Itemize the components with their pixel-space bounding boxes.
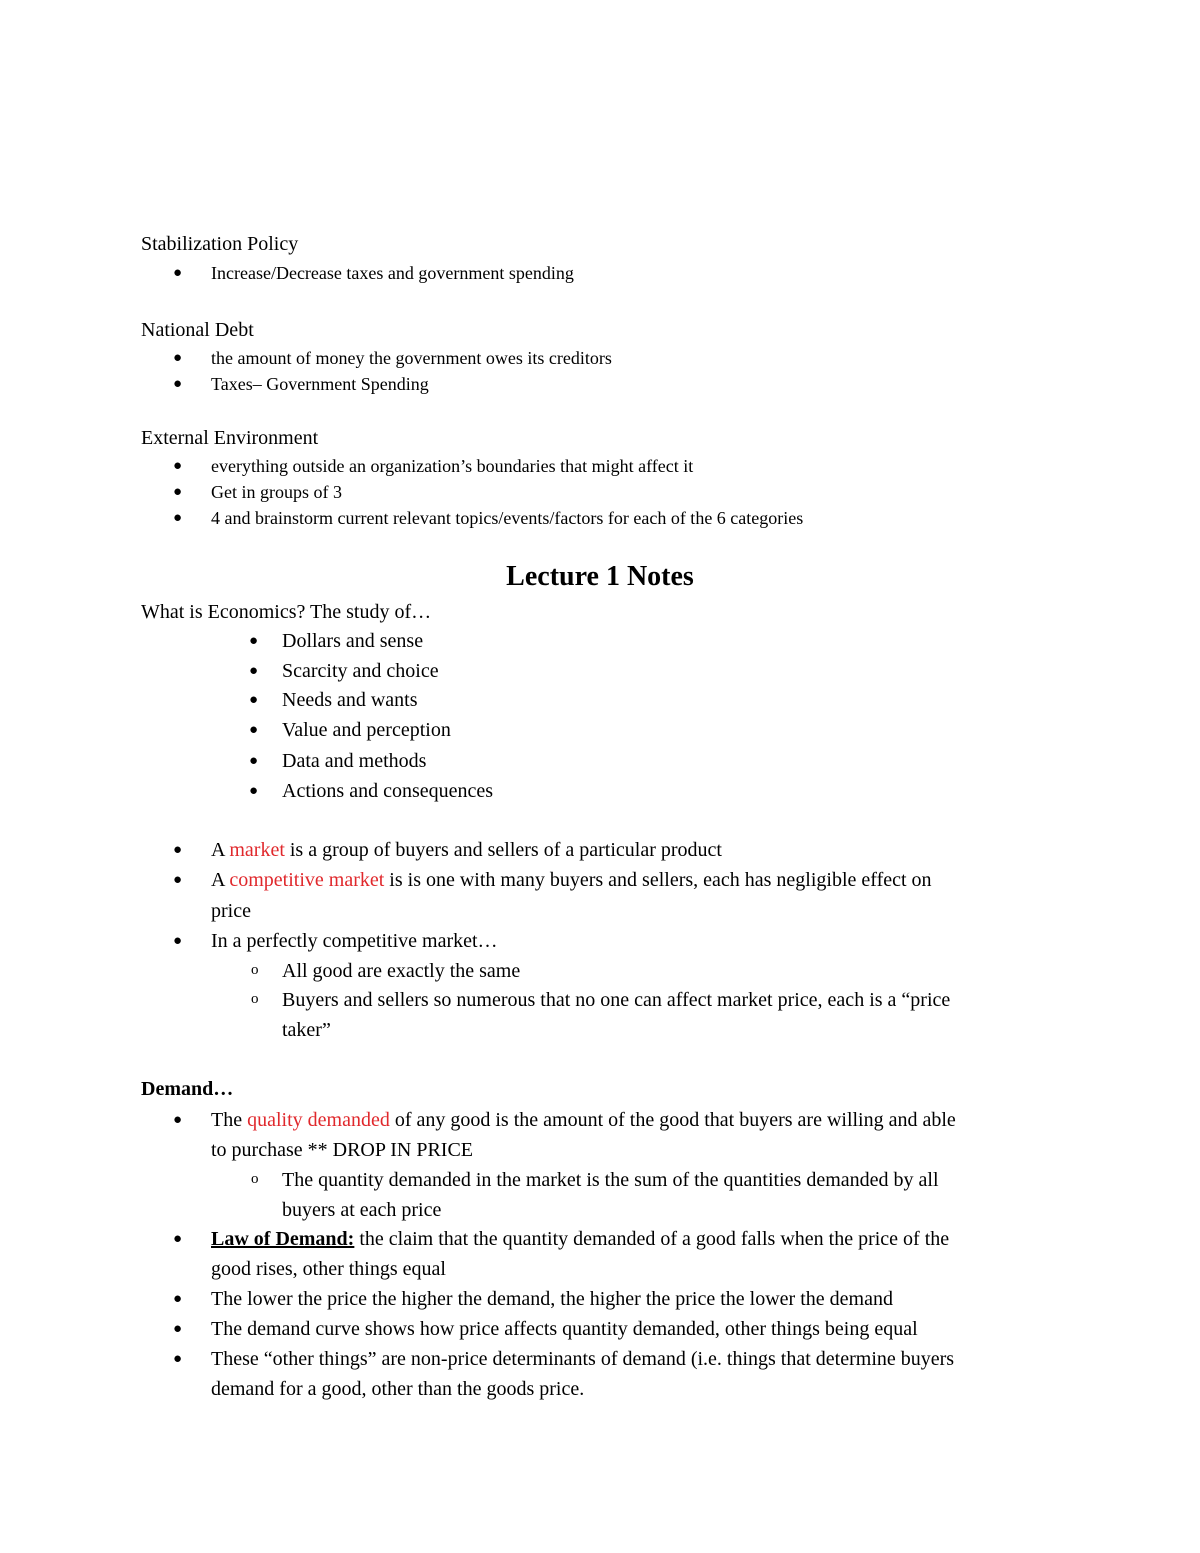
bullet-icon: ● bbox=[173, 842, 183, 858]
bullet-icon: ● bbox=[173, 1112, 183, 1128]
list-item: Value and perception bbox=[282, 719, 451, 741]
bullet-icon: ● bbox=[249, 663, 259, 679]
bullet-icon: ● bbox=[173, 458, 183, 474]
bullet-icon: ● bbox=[249, 633, 259, 649]
sub-bullet-icon: o bbox=[251, 1171, 259, 1187]
list-item-continuation: price bbox=[211, 900, 251, 922]
list-item-continuation: to purchase ** DROP IN PRICE bbox=[211, 1139, 474, 1161]
law-of-demand-label: Law of Demand: bbox=[211, 1228, 355, 1250]
list-item: Get in groups of 3 bbox=[211, 482, 342, 502]
list-item: Data and methods bbox=[282, 750, 427, 772]
list-item-continuation: demand for a good, other than the goods price. bbox=[211, 1378, 585, 1400]
bullet-icon: ● bbox=[249, 753, 259, 769]
bullet-icon: ● bbox=[173, 933, 183, 949]
list-item-law-of-demand bbox=[211, 1226, 949, 1252]
list-item: Dollars and sense bbox=[282, 630, 424, 652]
text-span: The bbox=[211, 1109, 248, 1131]
text-span: A bbox=[211, 839, 230, 861]
list-item-competitive-market bbox=[211, 867, 932, 893]
bullet-icon: ● bbox=[173, 265, 183, 281]
bullet-icon: ● bbox=[173, 1351, 183, 1367]
bullet-icon: ● bbox=[249, 783, 259, 799]
bullet-icon: ● bbox=[173, 872, 183, 888]
text-span: A bbox=[211, 869, 230, 891]
bullet-icon: ● bbox=[249, 692, 259, 708]
section-heading-demand: Demand… bbox=[141, 1078, 234, 1100]
list-item: 4 and brainstorm current relevant topics/events/factors for each of the 6 categories bbox=[211, 508, 804, 528]
sub-list-item: All good are exactly the same bbox=[282, 960, 521, 982]
intro-text: What is Economics? The study of… bbox=[141, 601, 432, 623]
bullet-icon: ● bbox=[173, 350, 183, 366]
list-item: Needs and wants bbox=[282, 689, 418, 711]
list-item: Taxes– Government Spending bbox=[211, 374, 429, 394]
sub-bullet-icon: o bbox=[251, 962, 259, 978]
section-heading-external-environment: External Environment bbox=[141, 427, 319, 449]
text-span: is a group of buyers and sellers of a particular product bbox=[284, 839, 722, 861]
sub-list-item: The quantity demanded in the market is the sum of the quantities demanded by all bbox=[282, 1169, 939, 1191]
bullet-icon: ● bbox=[173, 1291, 183, 1307]
list-item: everything outside an organization’s boundaries that might affect it bbox=[211, 456, 694, 476]
highlight-term: competitive market bbox=[229, 869, 385, 891]
bullet-icon: ● bbox=[173, 484, 183, 500]
text-span: of any good is the amount of the good that buyers are willing and able bbox=[389, 1109, 956, 1131]
list-item: Increase/Decrease taxes and government spending bbox=[211, 263, 574, 283]
list-item-quality-demanded bbox=[211, 1107, 956, 1133]
list-item: The lower the price the higher the demand, the higher the price the lower the demand bbox=[211, 1288, 893, 1310]
bullet-icon: ● bbox=[173, 510, 183, 526]
highlight-term: market bbox=[229, 839, 285, 861]
bullet-icon: ● bbox=[173, 1321, 183, 1337]
sub-list-item-continuation: buyers at each price bbox=[282, 1199, 442, 1221]
list-item: The demand curve shows how price affects quantity demanded, other things being equal bbox=[211, 1318, 918, 1340]
highlight-term: quality demanded bbox=[247, 1109, 390, 1131]
bullet-icon: ● bbox=[249, 722, 259, 738]
list-item-continuation: good rises, other things equal bbox=[211, 1258, 446, 1280]
section-heading-national-debt: National Debt bbox=[141, 319, 254, 341]
text-span: is is one with many buyers and sellers, each has negligible effect on bbox=[384, 869, 932, 891]
text-span: the claim that the quantity demanded of a good falls when the price of the bbox=[354, 1228, 950, 1250]
list-item-market bbox=[211, 837, 722, 863]
sub-bullet-icon: o bbox=[251, 991, 259, 1007]
list-item: Actions and consequences bbox=[282, 780, 494, 802]
list-item: In a perfectly competitive market… bbox=[211, 930, 498, 952]
sub-list-item: Buyers and sellers so numerous that no one can affect market price, each is a “price bbox=[282, 989, 951, 1011]
list-item: Scarcity and choice bbox=[282, 660, 439, 682]
bullet-icon: ● bbox=[173, 376, 183, 392]
bullet-icon: ● bbox=[173, 1231, 183, 1247]
section-heading-stabilization: Stabilization Policy bbox=[141, 233, 299, 255]
list-item: These “other things” are non-price determinants of demand (i.e. things that determine buyers bbox=[211, 1348, 955, 1370]
sub-list-item-continuation: taker” bbox=[282, 1019, 331, 1041]
page-title: Lecture 1 Notes bbox=[506, 561, 694, 592]
list-item: the amount of money the government owes its creditors bbox=[211, 348, 612, 368]
